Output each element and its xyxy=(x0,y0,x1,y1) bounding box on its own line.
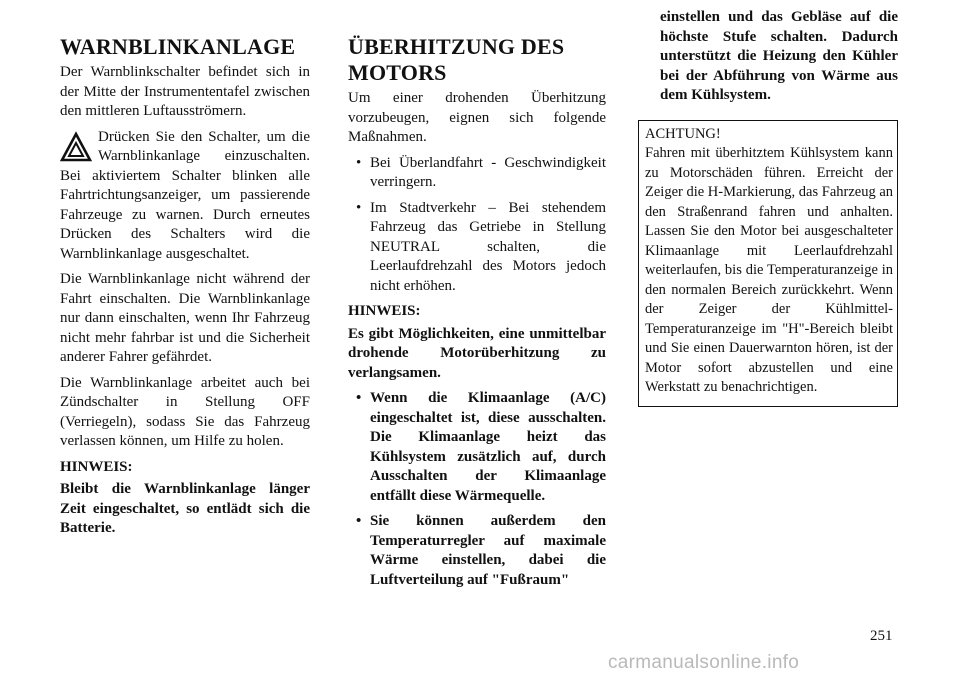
list-item: • Im Stadtverkehr – Bei stehendem Fahrzeug das Getriebe in Stellung NEUTRAL schalten, die Leerlaufdrehzahl des Motors jedoch nicht erhöhen. xyxy=(356,199,606,294)
note-label: HINWEIS: xyxy=(60,458,133,475)
note-list xyxy=(348,389,606,590)
note-continuation: einstellen und das Gebläse auf die höchste Stufe schalten. Dadurch unterstützt die Heizung den Kühler bei der Abführung von Wärme aus dem Kühlsystem. xyxy=(660,9,898,103)
paragraph-ignition: Die Warnblinkanlage arbeitet auch bei Zündschalter in Stellung OFF (Verriegeln), sodass Sie das Fahrzeug verlassen können, um Hilfe zu holen. xyxy=(60,374,310,449)
note-text: Bleibt die Warnblinkanlage länger Zeit eingeschaltet, so entlädt sich die Batterie. xyxy=(60,481,310,536)
caution-text: Fahren mit überhitztem Kühlsystem kann zu Motorschäden führen. Erreicht der Zeiger die H-Markierung, das Fahrzeug an den Straßenrand fahren und anhalten. Lassen Sie den Motor bei ausgeschalteter Klimaanlage mit Leerlaufdrehzahl weiterlaufen, bis die Temperaturanzeige in den normalen Bereich zurückkehrt. Wenn der Zeiger der Kühlmittel-Temperaturanzeige im "H"-Bereich bleibt und Sie einen Dauerwarnton hören, ist der Motor sofort abzustellen und eine Werkstatt zu benachrichtigen. xyxy=(645,145,894,395)
watermark: carmanualsonline.info xyxy=(608,652,800,673)
list-item: • Bei Überlandfahrt - Geschwindigkeit verringern. xyxy=(356,154,606,190)
caution-box xyxy=(638,120,898,407)
paragraph-operation: Drücken Sie den Schalter, um die Warnblinkanlage einzuschalten. Bei aktiviertem Schalter blinken alle Fahrtrichtungsanzeiger, um passierende Fahrzeuge zu warnen. Durch erneutes Drücken des Schalters wird die Warnblinkanlage ausgeschaltet. xyxy=(60,128,310,262)
note-label: HINWEIS: xyxy=(348,303,421,319)
page-number: 251 xyxy=(870,628,893,644)
hazard-triangle-icon xyxy=(60,130,92,164)
paragraph-intro: Um einer drohenden Überhitzung vorzubeugen, eignen sich folgende Maßnahmen. xyxy=(348,90,606,145)
measures-list xyxy=(348,154,606,297)
column-left xyxy=(60,30,310,545)
list-item: • Wenn die Klimaanlage (A/C) eingeschaltet ist, diese ausschalten. Die Klimaanlage heizt das Kühlsystem zusätzlich auf, durch Ausschalten der Klimaanlage entfällt diese Wärmequelle. xyxy=(356,390,606,504)
caution-title: ACHTUNG! xyxy=(645,125,721,142)
column-right xyxy=(638,8,898,407)
section-heading-hazard: WARNBLINKANLAGE xyxy=(60,34,296,59)
paragraph-usage: Die Warnblinkanlage nicht während der Fahrt einschalten. Die Warnblinkanlage nur dann einschalten, wenn Ihr Fahrzeug nicht mehr fahrbar ist und die Sicherheit anderer Fahrer gefährdet. xyxy=(60,271,310,365)
paragraph-location: Der Warnblinkschalter befindet sich in der Mitte der Instrumententafel zwischen den mittleren Luftausströmern. xyxy=(60,64,310,119)
column-middle xyxy=(348,30,606,596)
section-heading-overheating: ÜBERHITZUNG DES MOTORS xyxy=(348,34,565,85)
note-intro: Es gibt Möglichkeiten, eine unmittelbar drohende Motorüberhitzung zu verlangsamen. xyxy=(348,325,606,381)
list-item: • Sie können außerdem den Temperaturregler auf maximale Wärme einstellen, dabei die Luftverteilung auf "Fußraum" xyxy=(356,513,606,588)
hazard-switch-block xyxy=(60,128,310,265)
